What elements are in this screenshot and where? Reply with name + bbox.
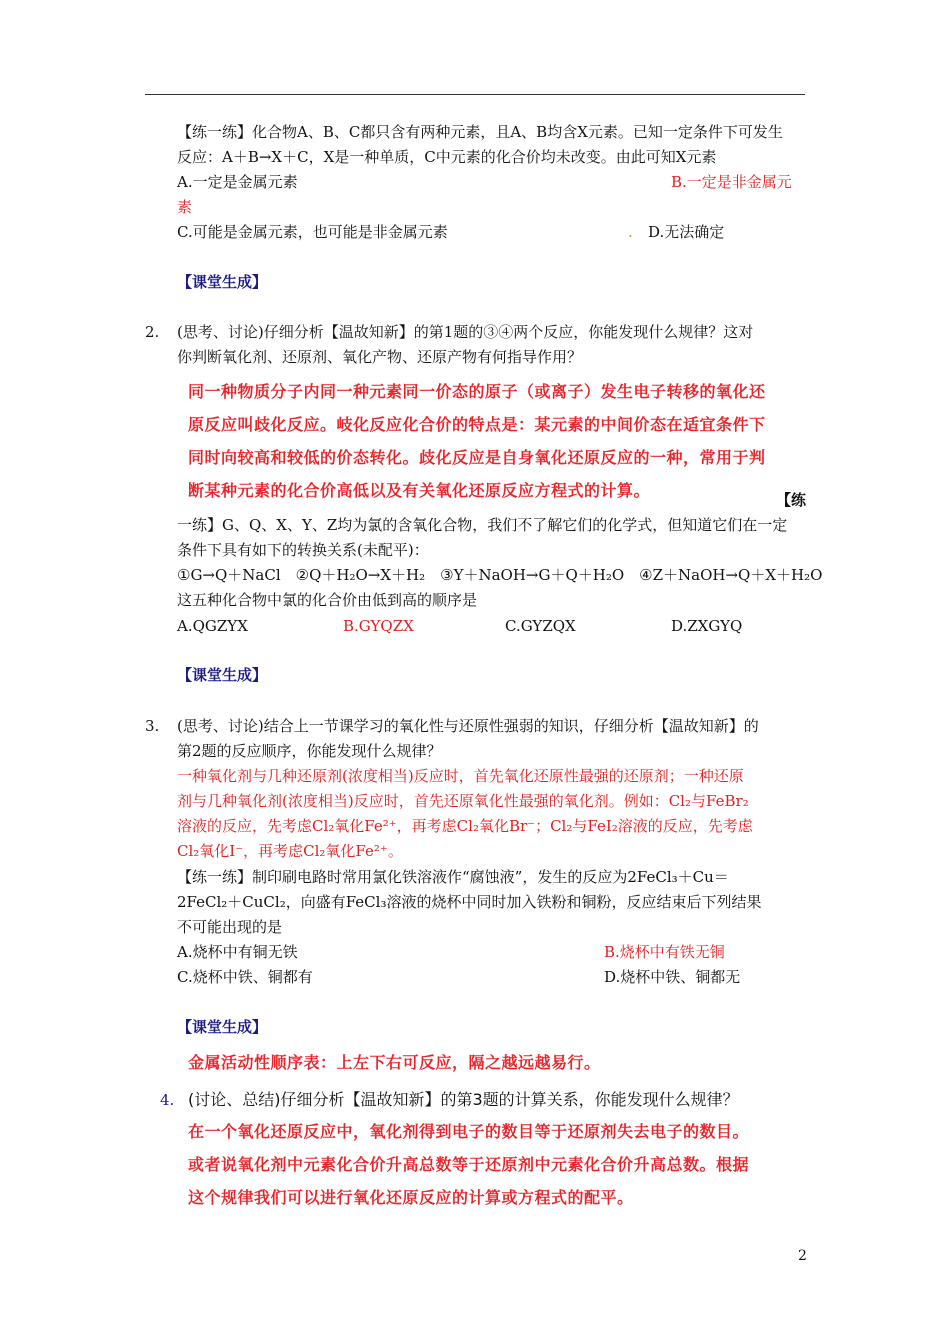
sec3-option-a: A.烧杯中有铜无铁 <box>177 943 298 961</box>
sec2-heading: 【课堂生成】 <box>177 666 268 684</box>
sec2-question-line-1: (思考、讨论)仔细分析【温故知新】的第1题的③④两个反应，你能发现什么规律？这对 <box>177 323 754 341</box>
sec1-question-line-1: 【练一练】化合物A、B、C都只含有两种元素，且A、B均含X元素。已知一定条件下可发生 <box>177 123 783 141</box>
sec2-answer-line-1: 同一种物质分子内同一种元素同一价态的原子（或离子）发生电子转移的氧化还 <box>188 382 766 401</box>
header-rule <box>145 94 805 95</box>
sec2-practice-start: 【练 <box>776 491 807 509</box>
sec3-answer-line-1: 一种氧化剂与几种还原剂(浓度相当)反应时，首先氧化还原性最强的还原剂；一种还原 <box>177 767 744 785</box>
sec3-practice-line-2: 2FeCl₂＋CuCl₂，向盛有FeCl₃溶液的烧杯中同时加入铁粉和铜粉，反应结束后下列结果 <box>177 893 762 911</box>
sec1-option-b-line-1: B.一定是非金属元 <box>671 173 792 191</box>
sec2-answer-line-3: 同时向较高和较低的价态转化。歧化反应是自身氧化还原反应的一种，常用于判 <box>188 448 766 467</box>
sec3-question-line-2: 第2题的反应顺序，你能发现什么规律？ <box>177 742 442 760</box>
sec2-answer-line-4: 断某种元素的化合价高低以及有关氧化还原反应方程式的计算。 <box>188 481 651 500</box>
sec4-number: 4. <box>160 1091 175 1109</box>
sec3-question-line-1: (思考、讨论)结合上一节课学习的氧化性与还原性强弱的知识，仔细分析【温故知新】的 <box>177 717 759 735</box>
sec3-number: 3. <box>145 717 160 735</box>
sec3-note: 金属活动性顺序表：上左下右可反应，隔之越远越易行。 <box>188 1053 601 1072</box>
sec3-practice-line-1: 【练一练】制印刷电路时常用氯化铁溶液作“腐蚀液”，发生的反应为2FeCl₃＋Cu＝ <box>177 868 729 886</box>
sec2-option-a: A.QGZYX <box>177 617 248 635</box>
sec3-practice-line-3: 不可能出现的是 <box>177 918 283 936</box>
sec1-option-d: D.无法确定 <box>648 223 725 241</box>
sec4-question-line-1: (讨论、总结)仔细分析【温故知新】的第3题的计算关系，你能发现什么规律？ <box>188 1090 739 1109</box>
sec3-answer-line-3: 溶液的反应，先考虑Cl₂氧化Fe²⁺，再考虑Cl₂氧化Br⁻；Cl₂与FeI₂溶液的反应，先考虑 <box>177 817 753 835</box>
sec3-heading: 【课堂生成】 <box>177 1018 268 1036</box>
sec2-option-c: C.GYZQX <box>505 617 576 635</box>
sec3-option-b: B.烧杯中有铁无铜 <box>604 943 725 961</box>
page-number: 2 <box>798 1248 807 1264</box>
sec1-option-b-line-2: 素 <box>177 198 193 216</box>
sec2-practice-line-2: 条件下具有如下的转换关系(未配平)： <box>177 541 429 559</box>
sec2-option-d: D.ZXGYQ <box>671 617 743 635</box>
sec3-option-c: C.烧杯中铁、铜都有 <box>177 968 313 986</box>
sec3-answer-line-2: 剂与几种氧化剂(浓度相当)反应时，首先还原氧化性最强的氧化剂。例如：Cl₂与FeBr₂ <box>177 792 749 810</box>
sec2-practice-line-4: 这五种化合物中氯的化合价由低到高的顺序是 <box>177 591 478 609</box>
sec1-option-c: C.可能是金属元素，也可能是非金属元素 <box>177 223 448 241</box>
sec2-number: 2. <box>145 323 160 341</box>
sec3-option-d: D.烧杯中铁、铜都无 <box>604 968 741 986</box>
sec4-answer-line-1: 在一个氧化还原反应中，氧化剂得到电子的数目等于还原剂失去电子的数目。 <box>188 1122 750 1141</box>
sec1-question-line-2: 反应：A＋B→X＋C，X是一种单质，C中元素的化合价均未改变。由此可知X元素 <box>177 148 717 166</box>
sec2-option-b: B.GYQZX <box>343 617 414 635</box>
sec1-option-a: A.一定是金属元素 <box>177 173 298 191</box>
sec2-question-line-2: 你判断氧化剂、还原剂、氧化产物、还原产物有何指导作用？ <box>177 348 583 366</box>
sec2-answer-line-2: 原反应叫歧化反应。岐化反应化合价的特点是：某元素的中间价态在适宜条件下 <box>188 415 766 434</box>
sec4-answer-line-2: 或者说氧化剂中元素化合价升高总数等于还原剂中元素化合价升高总数。根据 <box>188 1155 750 1174</box>
sec2-practice-line-1: 一练】G、Q、X、Y、Z均为氯的含氧化合物，我们不了解它们的化学式，但知道它们在一定 <box>177 516 788 534</box>
sec2-practice-line-3: ①G→Q＋NaCl ②Q＋H₂O→X＋H₂ ③Y＋NaOH→G＋Q＋H₂O ④Z＋NaOH→Q＋X＋H₂O <box>177 566 823 584</box>
sec4-answer-line-3: 这个规律我们可以进行氧化还原反应的计算或方程式的配平。 <box>188 1188 634 1207</box>
sec1-heading: 【课堂生成】 <box>177 273 268 291</box>
sec3-answer-line-4: Cl₂氧化I⁻，再考虑Cl₂氧化Fe²⁺。 <box>177 842 403 860</box>
sec1-dot-mark: . <box>628 223 633 241</box>
